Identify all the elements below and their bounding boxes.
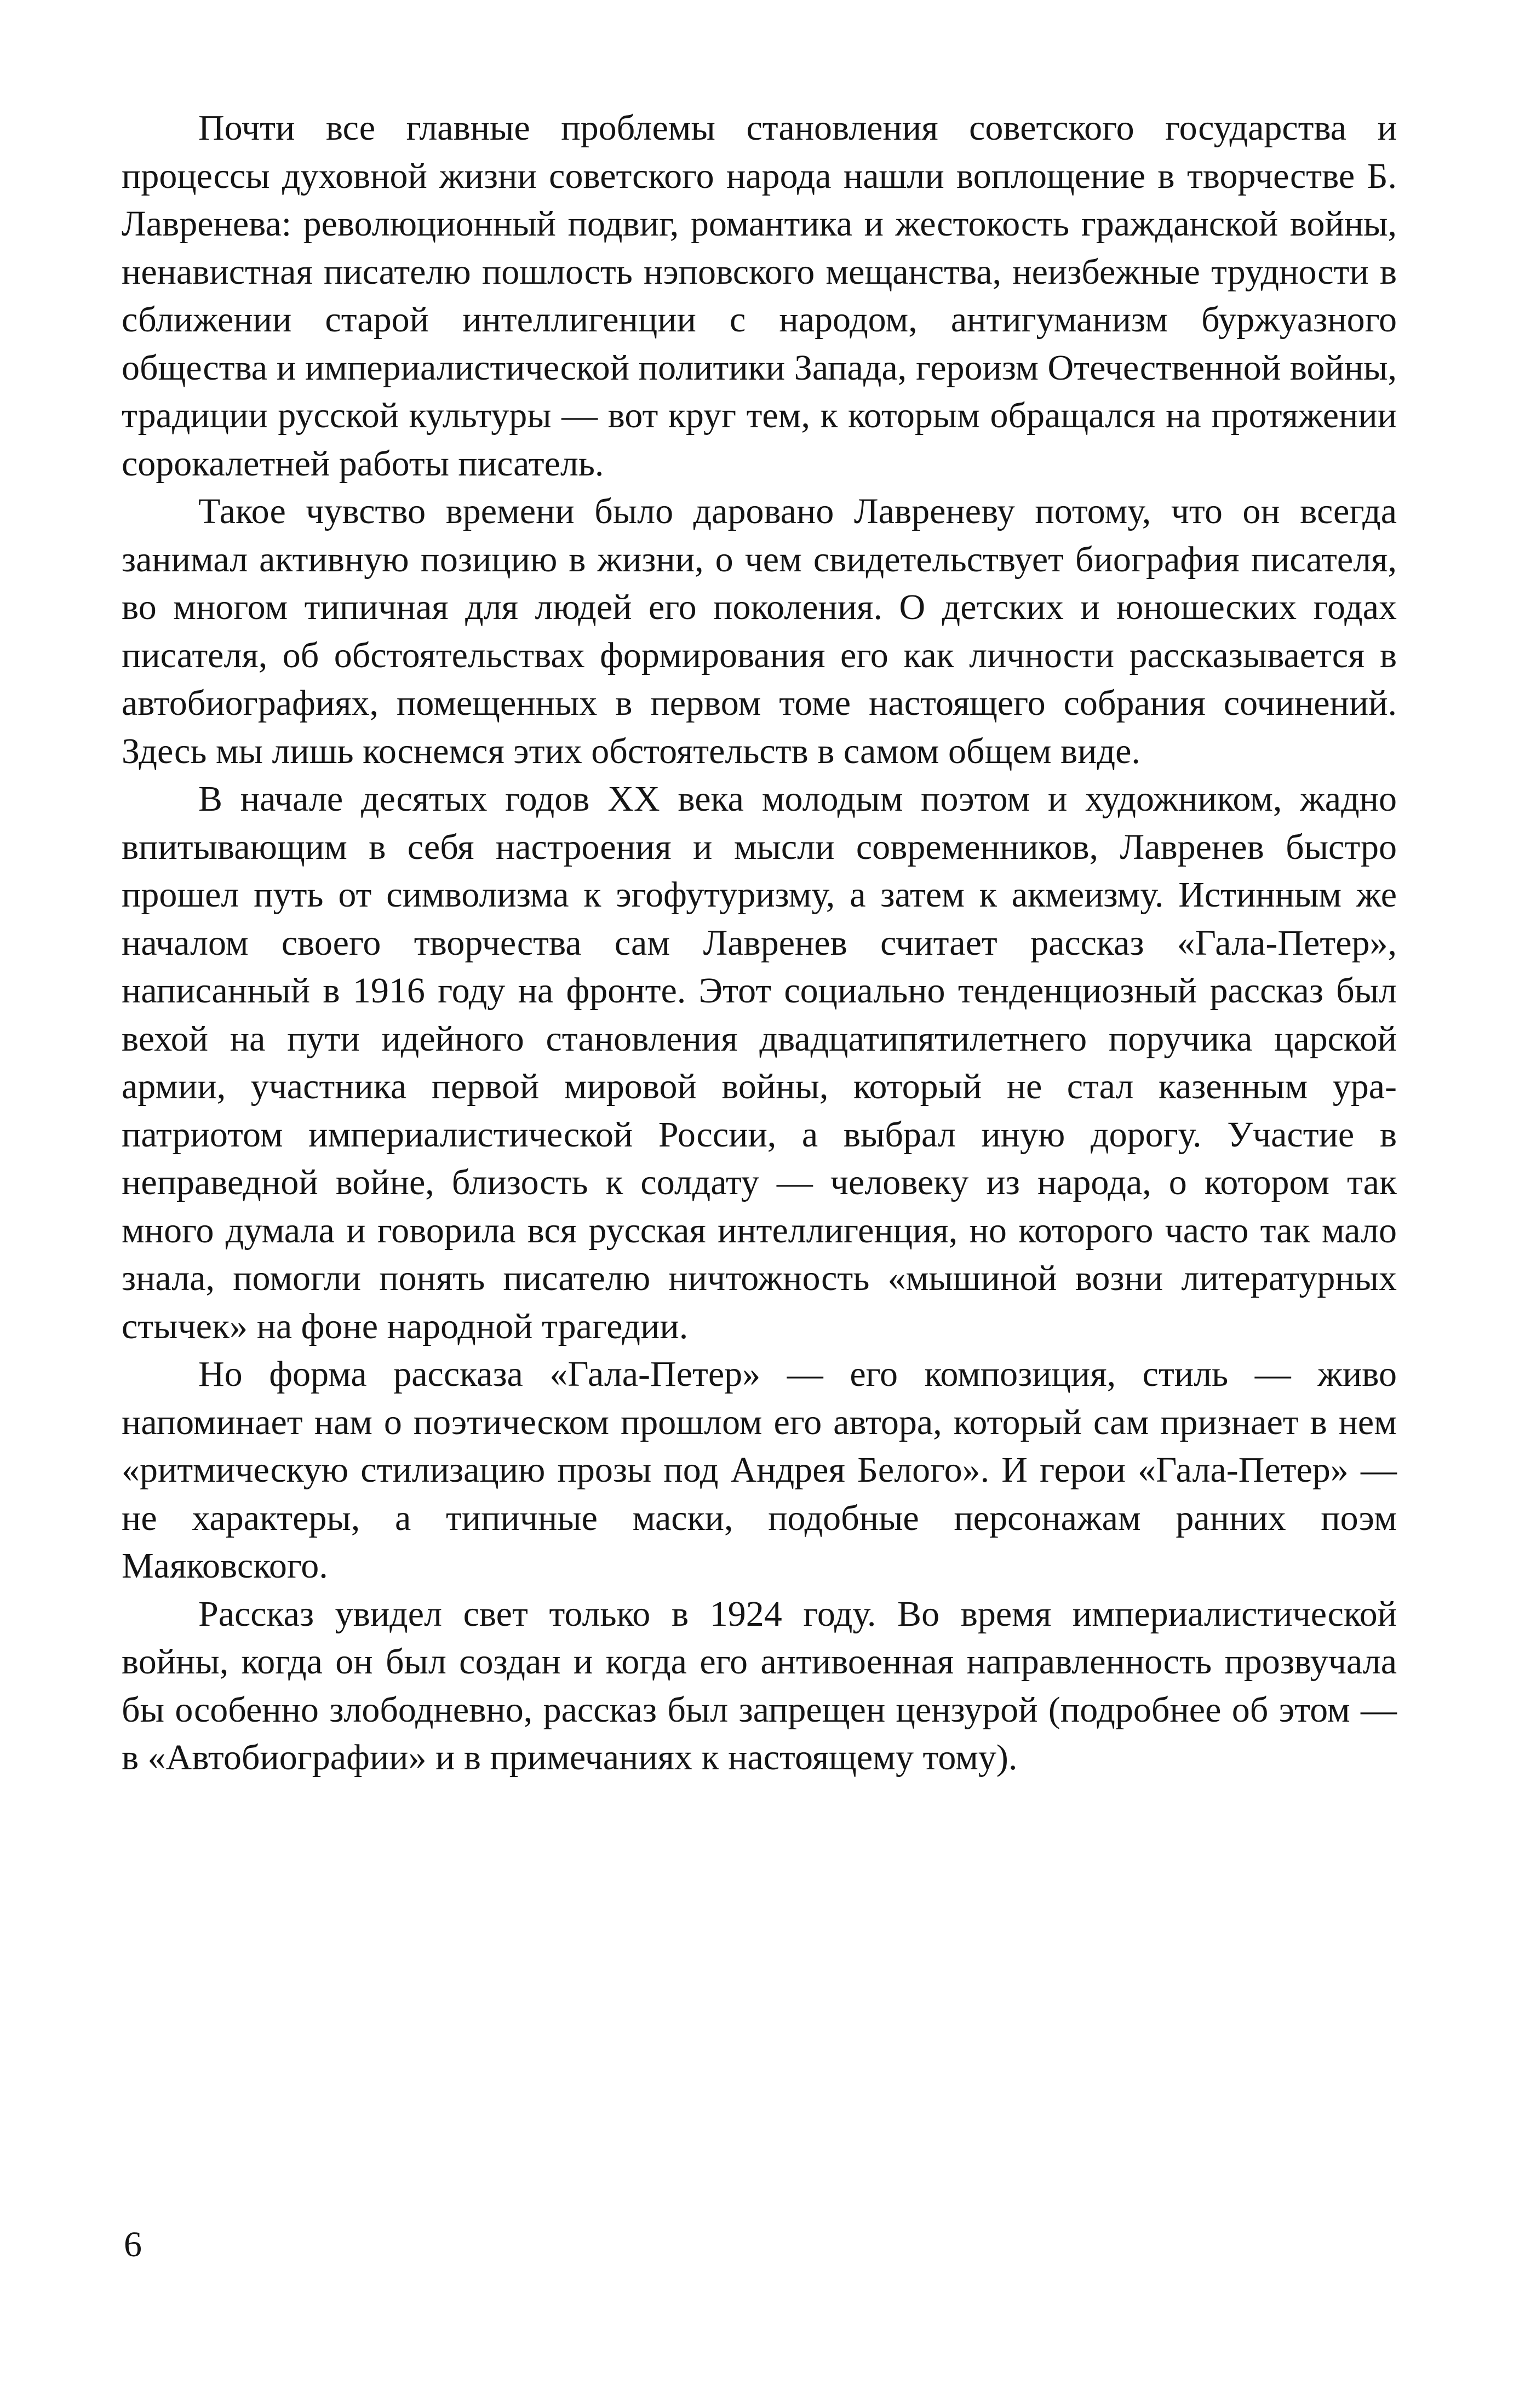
page-number: 6 bbox=[124, 2224, 142, 2264]
body-text bbox=[122, 104, 1397, 1782]
paragraph-4: Но форма рассказа «Гала-Петер» — его композиция, стиль — живо напоминает нам о поэтическом прошлом его автора, который сам признает в нем «ритмическую стилизацию прозы под Андрея Белого». И герои «Гала-Петер» — не характеры, а типичные маски, подобные персонажам ранних поэм Маяковского. bbox=[122, 1354, 1397, 1586]
paragraph-2: Такое чувство времени было даровано Лавреневу потому, что он всегда занимал активную позицию в жизни, о чем свидетельствует биография писателя, во многом типичная для людей его поколения. О детских и юношеских годах писателя, об обстоятельствах формирования его как личности рассказывается в автобиографиях, помещенных в первом томе настоящего собрания сочинений. Здесь мы лишь коснемся этих обстоятельств в самом общем виде. bbox=[122, 491, 1397, 771]
paragraph-1: Почти все главные проблемы становления советского государства и процессы духовной жизни советского народа нашли воплощение в творчестве Б. Лавренева: революционный подвиг, романтика и жестокость гражданской войны, ненавистная писателю пошлость нэповского мещанства, неизбежные трудности в сближении старой интеллигенции с народом, антигуманизм буржуазного общества и империалистической политики Запада, героизм Отечественной войны, традиции русской культуры — вот круг тем, к которым обращался на протяжении сорокалетней работы писатель. bbox=[122, 108, 1397, 484]
paragraph-5: Рассказ увидел свет только в 1924 году. Во время империалистической войны, когда он был создан и когда его антивоенная направленность прозвучала бы особенно злободневно, рассказ был запрещен цензурой (подробнее об этом — в «Автобиографии» и в примечаниях к настоящему тому). bbox=[122, 1593, 1397, 1778]
paragraph-3: В начале десятых годов XX века молодым поэтом и художником, жадно впитывающим в себя настроения и мысли современников, Лавренев быстро прошел путь от символизма к эгофутуризму, а затем к акмеизму. Истинным же началом своего творчества сам Лавренев считает рассказ «Гала-Петер», написанный в 1916 году на фронте. Этот социально тенденциозный рассказ был вехой на пути идейного становления двадцатипятилетнего поручика царской армии, участника первой мировой войны, который не стал казенным ура-патриотом империалистической России, а выбрал иную дорогу. Участие в неправедной войне, близость к солдату — человеку из народа, о котором так много думала и говорила вся русская интеллигенция, но которого часто так мало знала, помогли понять писателю ничтожность «мышиной возни литературных стычек» на фоне народной трагедии. bbox=[122, 779, 1397, 1346]
